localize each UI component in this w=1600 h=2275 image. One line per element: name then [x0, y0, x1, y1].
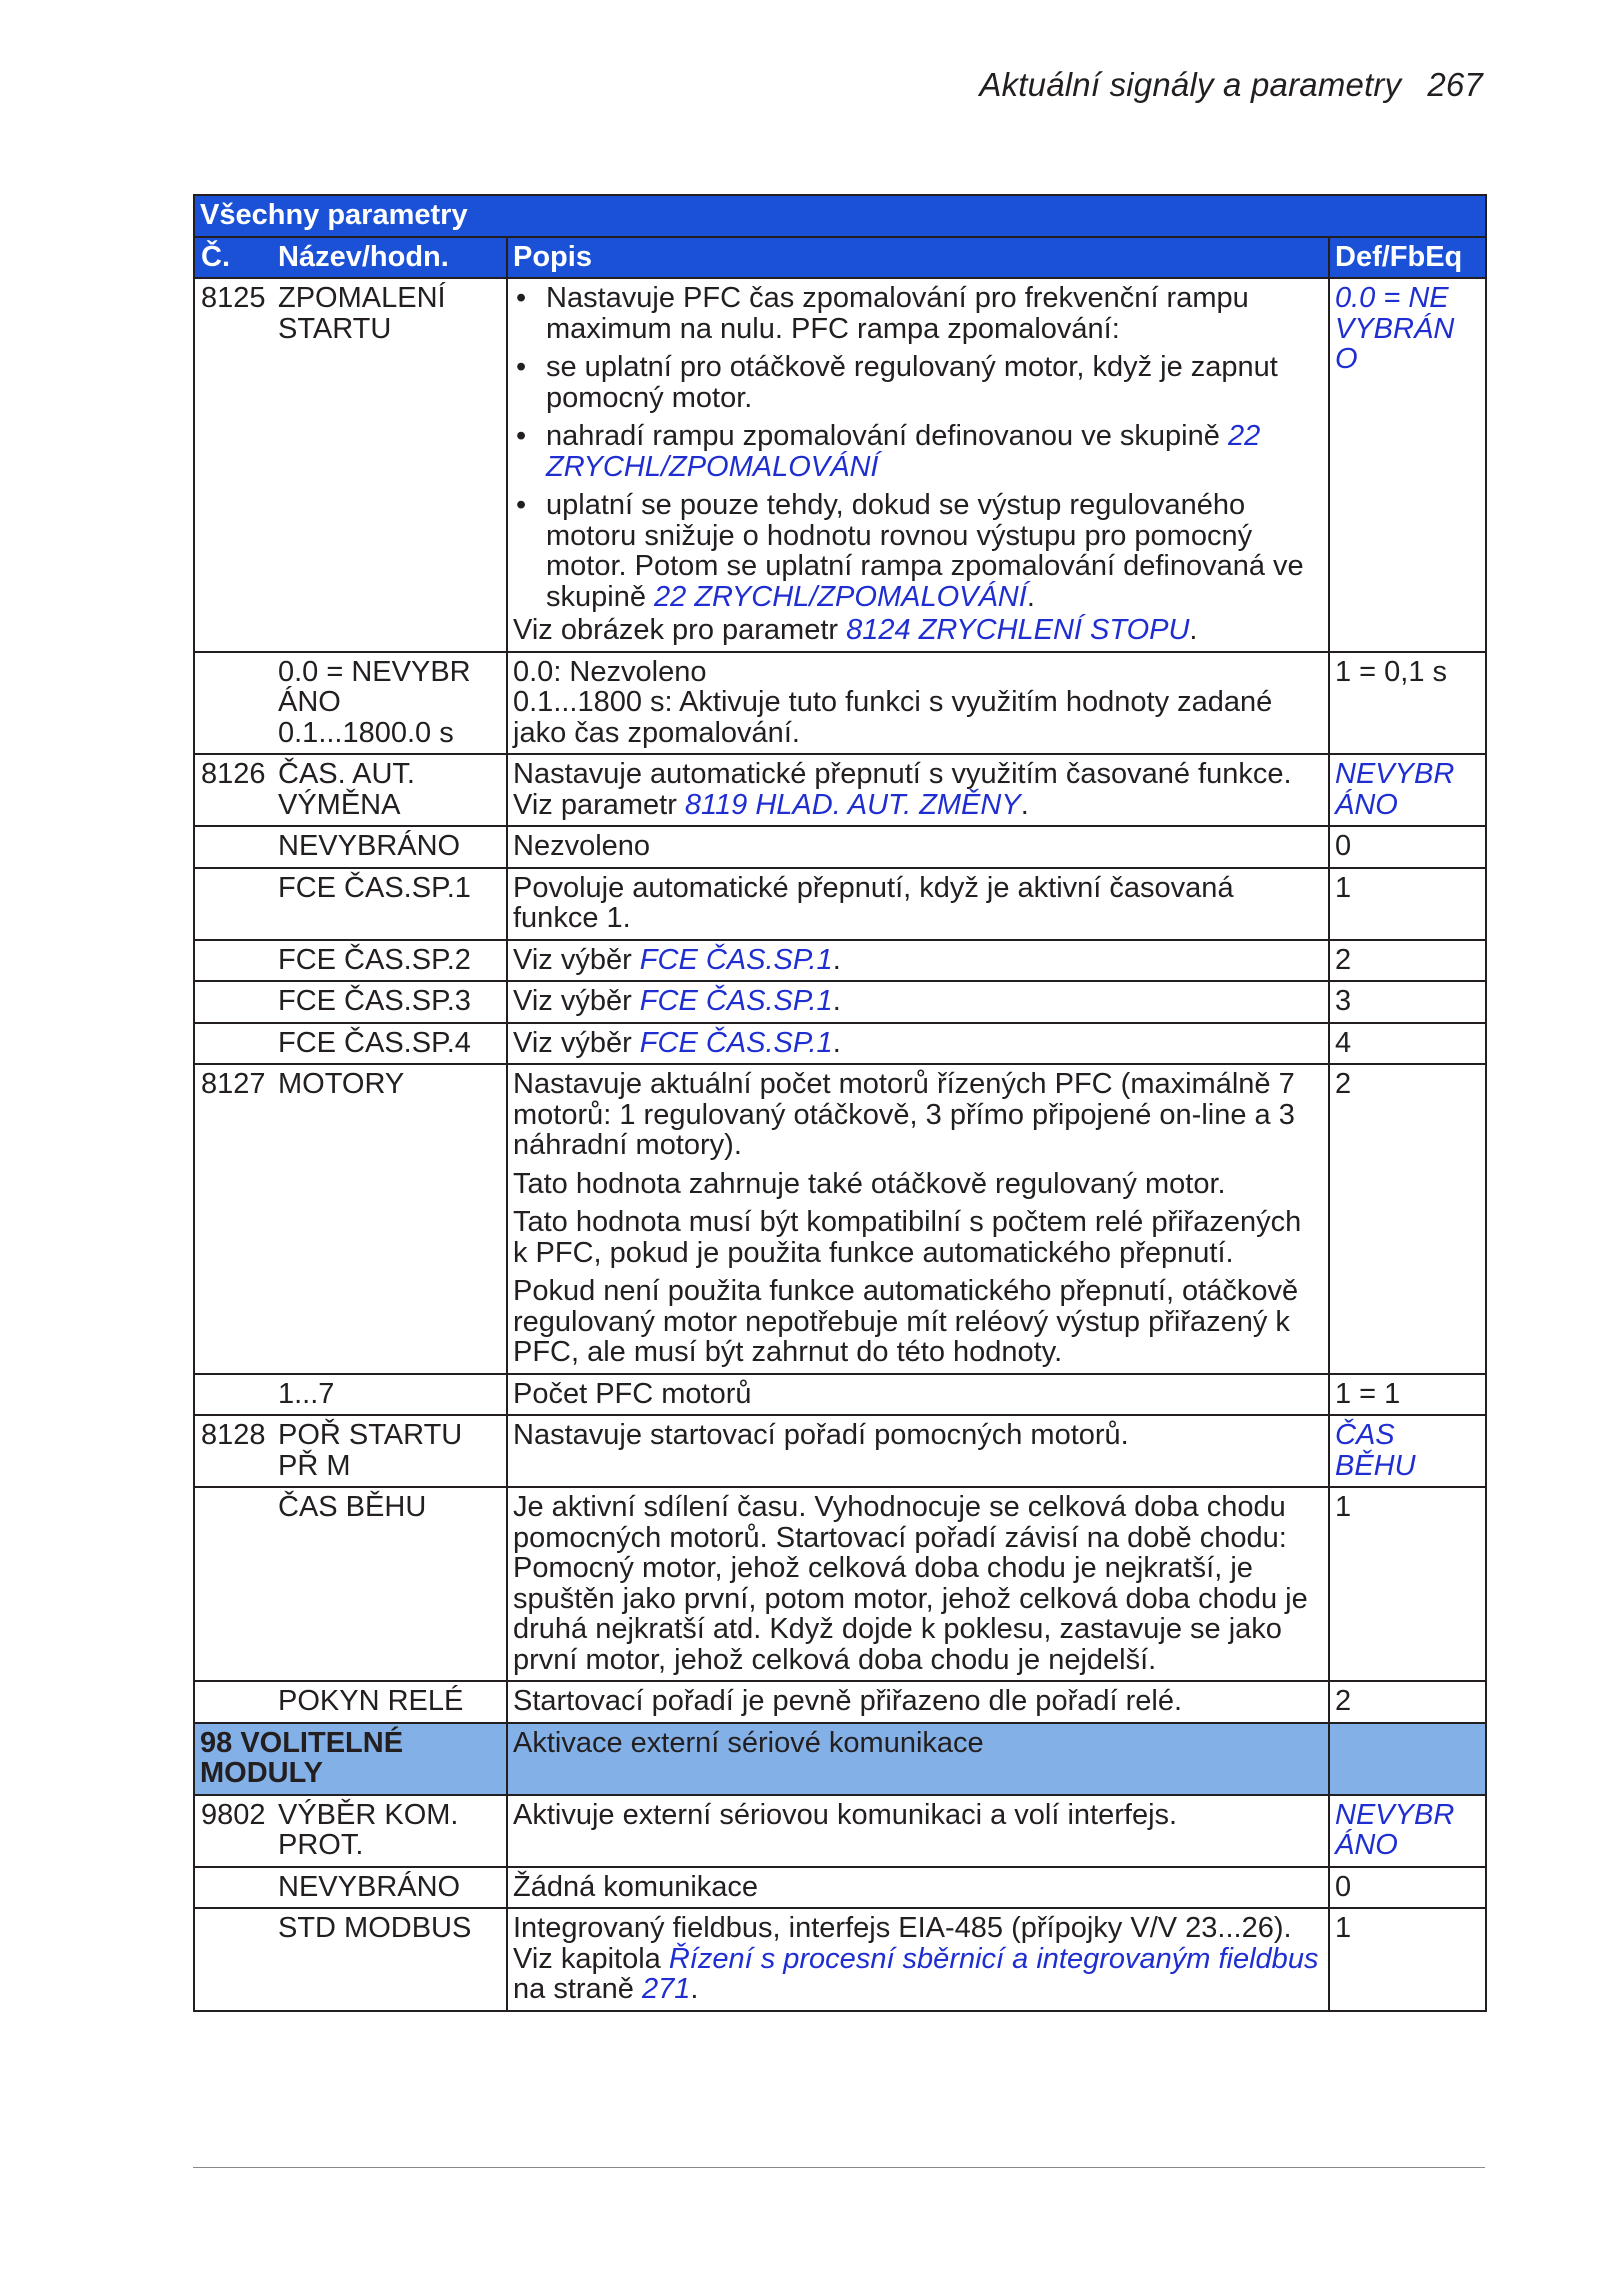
value-description: Startovací pořadí je pevně přiřazeno dle pořadí relé.: [507, 1681, 1329, 1723]
desc-paragraph: Tato hodnota musí být kompatibilní s počtem relé přiřazených k PFC, pokud je použita funkce automatického přepnutí.: [513, 1206, 1302, 1269]
param-name: VÝBĚR KOM. PROT.: [278, 1795, 507, 1867]
value-fbeq: 0: [1329, 1867, 1486, 1909]
value-name: FCE ČAS.SP.4: [278, 1023, 507, 1065]
col-header-num: Č.: [194, 237, 278, 279]
selection-link[interactable]: FCE ČAS.SP.1: [639, 1026, 833, 1059]
table-row: [194, 1064, 1486, 1374]
col-header-desc: Popis: [507, 237, 1329, 279]
param-default[interactable]: NEVYBR ÁNO: [1329, 754, 1486, 826]
desc-text: Viz výběr: [513, 1026, 640, 1059]
parameters-table: [193, 194, 1487, 2012]
table-row: [194, 1415, 1486, 1487]
table-title-row: [194, 195, 1486, 237]
bullet-text: Nastavuje PFC čas zpomalování pro frekvenční rampu maximum na nulu. PFC rampa zpomalování:: [546, 282, 1249, 345]
param-name: POŘ STARTU PŘ M: [278, 1415, 507, 1487]
empty-cell: [194, 1867, 278, 1909]
value-description: [507, 940, 1329, 982]
value-name: ČAS BĚHU: [278, 1487, 507, 1681]
table-header-row: [194, 237, 1486, 279]
empty-cell: [1329, 1723, 1486, 1795]
table-row: [194, 981, 1486, 1023]
desc-text: Viz výběr: [513, 985, 640, 1017]
note-text: Viz obrázek pro parametr: [513, 614, 847, 646]
param-description: [507, 754, 1329, 826]
group-link[interactable]: 22 ZRYCHL/ZPOMALOVÁNÍ: [546, 420, 1261, 483]
value-fbeq: 2: [1329, 1681, 1486, 1723]
desc-paragraph: Pokud není použita funkce automatického přepnutí, otáčkově regulovaný motor nepotřebuje mít reléový výstup přiřazený k PFC, ale musí být zahrnut do této hodnoty.: [513, 1275, 1299, 1368]
table-row: [194, 1681, 1486, 1723]
group-link[interactable]: 22 ZRYCHL/ZPOMALOVÁNÍ: [654, 580, 1027, 613]
value-fbeq: 1: [1329, 868, 1486, 940]
desc-text: Viz výběr: [513, 943, 640, 976]
table-row: [194, 1023, 1486, 1065]
punctuation: .: [1020, 788, 1029, 821]
value-description: [507, 981, 1329, 1023]
empty-cell: [194, 1023, 278, 1065]
value-name: STD MODBUS: [278, 1908, 507, 2011]
value-desc-line: 0.0: Nezvoleno: [513, 655, 707, 688]
col-header-name: Název/hodn.: [278, 237, 507, 279]
empty-cell: [194, 1374, 278, 1416]
page-header: [979, 66, 1483, 104]
value-description: Povoluje automatické přepnutí, když je aktivní časovaná funkce 1.: [507, 868, 1329, 940]
value-fbeq: 1 = 0,1 s: [1329, 652, 1486, 755]
value-name: 1...7: [278, 1374, 507, 1416]
table-row: [194, 278, 1486, 652]
punctuation: .: [690, 1973, 699, 2005]
param-default[interactable]: ČAS BĚHU: [1329, 1415, 1486, 1487]
value-description: Žádná komunikace: [507, 1867, 1329, 1909]
table-row: [194, 652, 1486, 755]
punctuation: .: [832, 943, 841, 976]
selection-link[interactable]: FCE ČAS.SP.1: [639, 985, 833, 1017]
value-name: FCE ČAS.SP.3: [278, 981, 507, 1023]
empty-cell: [194, 981, 278, 1023]
page-header-title: Aktuální signály a parametry: [979, 66, 1402, 103]
value-description: [507, 1023, 1329, 1065]
param-name: ZPOMALENÍ STARTU: [278, 278, 507, 652]
table-row: [194, 868, 1486, 940]
desc-paragraph: Nastavuje aktuální počet motorů řízených PFC (maximálně 7 motorů: 1 regulovaný otáčkově, 3 přímo připojené on-line a 3 náhradní motory).: [513, 1068, 1295, 1161]
value-fbeq: 3: [1329, 981, 1486, 1023]
param-name: ČAS. AUT. VÝMĚNA: [278, 754, 507, 826]
punctuation: .: [1189, 614, 1198, 646]
value-description: [507, 652, 1329, 755]
param-name: MOTORY: [278, 1064, 507, 1374]
param-number: 8126: [194, 754, 278, 826]
param-default[interactable]: NEVYBR ÁNO: [1329, 1795, 1486, 1867]
empty-cell: [194, 652, 278, 755]
col-header-def: Def/FbEq: [1329, 237, 1486, 279]
table-row: [194, 1795, 1486, 1867]
empty-cell: [194, 1487, 278, 1681]
table-row: [194, 1867, 1486, 1909]
value-name: NEVYBRÁNO: [278, 826, 507, 868]
value-fbeq: 2: [1329, 940, 1486, 982]
value-fbeq: 1: [1329, 1908, 1486, 2011]
empty-cell: [194, 826, 278, 868]
value-description: Nezvoleno: [507, 826, 1329, 868]
param-description: Nastavuje startovací pořadí pomocných motorů.: [507, 1415, 1329, 1487]
chapter-link[interactable]: Řízení s procesní sběrnicí a integrovaným fieldbus: [668, 1942, 1319, 1975]
punctuation: .: [832, 1026, 841, 1059]
param-description: Aktivuje externí sériovou komunikaci a volí interfejs.: [507, 1795, 1329, 1867]
value-name: POKYN RELÉ: [278, 1681, 507, 1723]
value-name: FCE ČAS.SP.2: [278, 940, 507, 982]
list-item: [513, 421, 1323, 482]
selection-link[interactable]: FCE ČAS.SP.1: [639, 943, 833, 976]
table-title: Všechny parametry: [194, 195, 1486, 237]
list-item: [513, 283, 1323, 344]
param-link[interactable]: 8124 ZRYCHLENÍ STOPU: [846, 614, 1190, 646]
page-number: 267: [1427, 66, 1483, 103]
value-fbeq: 4: [1329, 1023, 1486, 1065]
empty-cell: [194, 940, 278, 982]
param-default[interactable]: 0.0 = NE VYBRÁN O: [1329, 278, 1486, 652]
list-item: [513, 490, 1323, 612]
value-description: Počet PFC motorů: [507, 1374, 1329, 1416]
group-row: [194, 1723, 1486, 1795]
bullet-text: se uplatní pro otáčkově regulovaný motor, když je zapnut pomocný motor.: [546, 351, 1278, 414]
param-description: [507, 278, 1329, 652]
empty-cell: [194, 1681, 278, 1723]
value-description: Je aktivní sdílení času. Vyhodnocuje se celková doba chodu pomocných motorů. Startovací pořadí závisí na době chodu: Pomocný motor, jehož celková doba chodu je nejkratší, je spuštěn jako první, potom motor, jehož celková doba chodu je druhá nejkratší atd. Když dojde k poklesu, zastavuje se jako první motor, jehož celková doba chodu je nejdelší.: [507, 1487, 1329, 1681]
desc-paragraph: Tato hodnota zahrnuje také otáčkově regulovaný motor.: [513, 1167, 1226, 1200]
param-number: 8128: [194, 1415, 278, 1487]
empty-cell: [194, 868, 278, 940]
table-row: [194, 1374, 1486, 1416]
param-default: 2: [1329, 1064, 1486, 1374]
punctuation: .: [1026, 580, 1035, 613]
footer-divider: [193, 2167, 1485, 2168]
value-description: [507, 1908, 1329, 2011]
value-fbeq: 0: [1329, 826, 1486, 868]
empty-cell: [194, 1908, 278, 2011]
value-name: FCE ČAS.SP.1: [278, 868, 507, 940]
value-fbeq: 1 = 1: [1329, 1374, 1486, 1416]
value-fbeq: 1: [1329, 1487, 1486, 1681]
table-row: [194, 940, 1486, 982]
table-row: [194, 754, 1486, 826]
group-title: 98 VOLITELNÉ MODULY: [194, 1723, 507, 1795]
bullet-text: uplatní se pouze tehdy, dokud se výstup regulovaného motoru snižuje o hodnotu rovnou výstupu pro pomocný motor. Potom se uplatní rampa zpomalování definovaná ve skupině: [546, 489, 1304, 613]
list-item: [513, 352, 1323, 413]
desc-text: Integrovaný fieldbus, interfejs EIA-485 (přípojky V/V 23...26). Viz kapitola: [513, 1912, 1292, 1975]
table-row: [194, 1908, 1486, 2011]
desc-text: Nastavuje automatické přepnutí s využitím časované funkce. Viz parametr: [513, 758, 1292, 821]
punctuation: .: [832, 985, 841, 1017]
param-number: 8127: [194, 1064, 278, 1374]
param-link[interactable]: 8119 HLAD. AUT. ZMĚNY: [684, 788, 1021, 821]
param-number: 9802: [194, 1795, 278, 1867]
value-desc-line: 0.1...1800 s: Aktivuje tuto funkci s využitím hodnoty zadané jako čas zpomalování.: [513, 686, 1273, 749]
value-name: 0.0 = NEVYBR ÁNO 0.1...1800.0 s: [278, 652, 507, 755]
table-row: [194, 826, 1486, 868]
table-row: [194, 1487, 1486, 1681]
desc-text: na straně: [513, 1973, 642, 2005]
param-number: 8125: [194, 278, 278, 652]
group-description: Aktivace externí sériové komunikace: [507, 1723, 1329, 1795]
param-description: [507, 1064, 1329, 1374]
value-name: NEVYBRÁNO: [278, 1867, 507, 1909]
page-link[interactable]: 271: [641, 1973, 691, 2005]
bullet-text: nahradí rampu zpomalování definovanou ve skupině: [546, 420, 1228, 452]
